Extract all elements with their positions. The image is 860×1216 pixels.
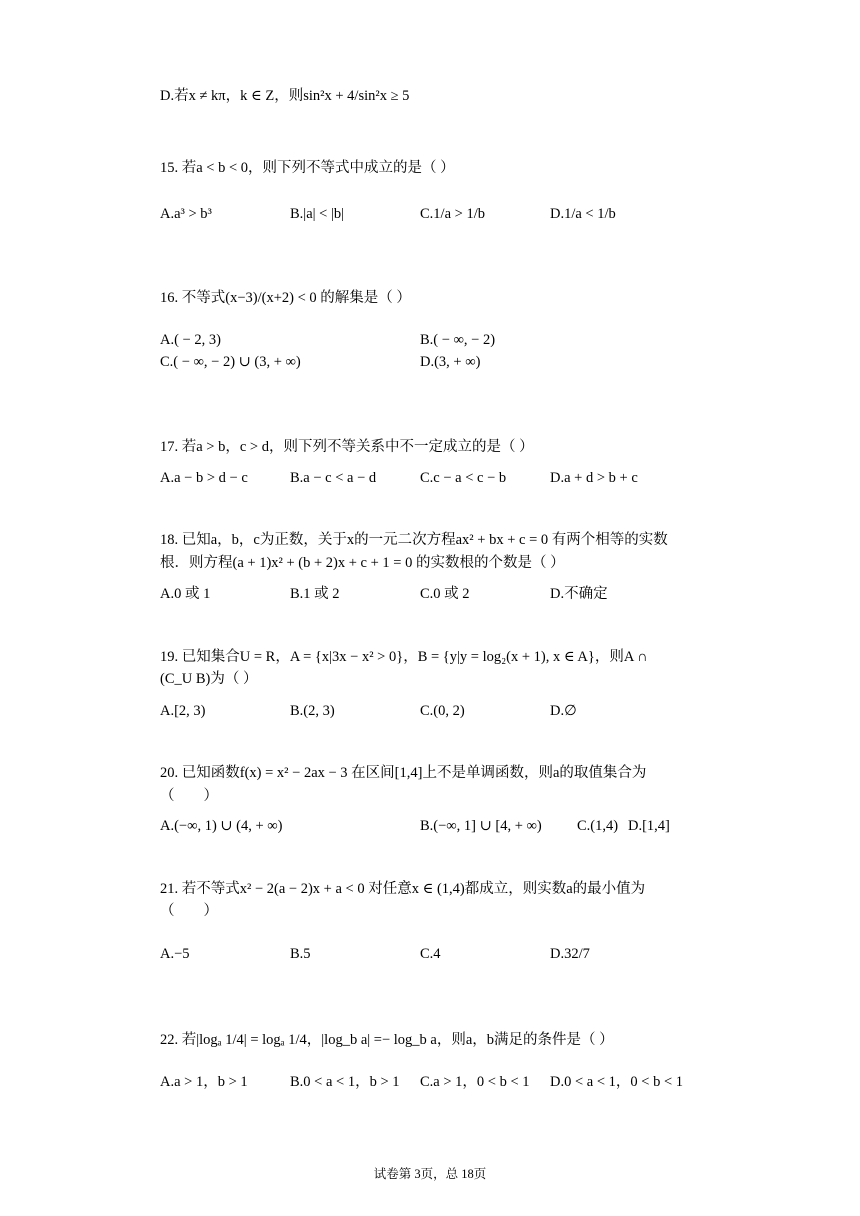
- q18-stem-line2: 根．则方程(a + 1)x² + (b + 2)x + c + 1 = 0 的实数根的个数是（ ）: [160, 555, 565, 571]
- q16-option-c[interactable]: C.( − ∞, − 2) ∪ (3, + ∞): [160, 354, 301, 370]
- q17-option-c[interactable]: C.c − a < c − b: [420, 470, 507, 486]
- q15-option-a[interactable]: A.a³ > b³: [160, 206, 212, 222]
- q17-option-b[interactable]: B.a − c < a − d: [290, 470, 377, 486]
- q16-option-d[interactable]: D.(3, + ∞): [420, 354, 481, 370]
- q19-option-a[interactable]: A.[2, 3): [160, 703, 206, 719]
- q16-stem: 16. 不等式(x−3)/(x+2) < 0 的解集是（ ）: [160, 290, 411, 306]
- q19-option-c[interactable]: C.(0, 2): [420, 703, 465, 719]
- q19-option-b[interactable]: B.(2, 3): [290, 703, 335, 719]
- q20-option-c[interactable]: C.(1,4): [577, 818, 619, 834]
- q15-option-d[interactable]: D.1/a < 1/b: [550, 206, 616, 222]
- q18-option-c[interactable]: C.0 或 2: [420, 586, 470, 602]
- q22-stem: 22. 若|logₐ 1/4| = logₐ 1/4，|log_b a| =− log_b a，则a，b满足的条件是（ ）: [160, 1032, 614, 1048]
- q19-stem-line2: (C_U B)为（ ）: [160, 671, 258, 687]
- q18-option-a[interactable]: A.0 或 1: [160, 586, 211, 602]
- q21-stem-line2: （ ）: [160, 903, 218, 919]
- q21-option-b[interactable]: B.5: [290, 946, 311, 962]
- q20-option-b[interactable]: B.(−∞, 1] ∪ [4, + ∞): [420, 818, 542, 834]
- q21-stem-line1: 21. 若不等式x² − 2(a − 2)x + a < 0 对任意x ∈ (1,4)都成立，则实数a的最小值为: [160, 881, 646, 897]
- q15-option-b[interactable]: B.|a| < |b|: [290, 206, 345, 222]
- q22-option-a[interactable]: A.a > 1，b > 1: [160, 1074, 248, 1090]
- q21-option-d[interactable]: D.32/7: [550, 946, 590, 962]
- q18-option-d[interactable]: D.不确定: [550, 586, 608, 602]
- q21-option-c[interactable]: C.4: [420, 946, 441, 962]
- q17-stem: 17. 若a > b，c > d，则下列不等关系中不一定成立的是（ ）: [160, 439, 534, 455]
- q14-option-d: D.若x ≠ kπ，k ∈ Z，则sin²x + 4/sin²x ≥ 5: [160, 88, 410, 104]
- q19-stem-line1: 19. 已知集合U = R，A = {x|3x − x² > 0}，B = {y|y = log₂(x + 1), x ∈ A}，则A ∩: [160, 649, 648, 665]
- q20-stem-line1: 20. 已知函数f(x) = x² − 2ax − 3 在区间[1,4]上不是单调函数，则a的取值集合为: [160, 765, 647, 781]
- q22-option-d[interactable]: D.0 < a < 1，0 < b < 1: [550, 1074, 683, 1090]
- q17-option-a[interactable]: A.a − b > d − c: [160, 470, 248, 486]
- q18-option-b[interactable]: B.1 或 2: [290, 586, 340, 602]
- q17-option-d[interactable]: D.a + d > b + c: [550, 470, 638, 486]
- page-footer: 试卷第 3页，总 18页: [373, 1167, 487, 1181]
- q18-stem-line1: 18. 已知a，b，c为正数，关于x的一元二次方程ax² + bx + c = 0 有两个相等的实数: [160, 532, 668, 548]
- q20-stem-line2: （ ）: [160, 788, 218, 804]
- q22-option-b[interactable]: B.0 < a < 1，b > 1: [290, 1074, 400, 1090]
- q20-option-d[interactable]: D.[1,4]: [628, 818, 670, 834]
- q22-option-c[interactable]: C.a > 1，0 < b < 1: [420, 1074, 530, 1090]
- q16-option-a[interactable]: A.( − 2, 3): [160, 332, 221, 348]
- q20-option-a[interactable]: A.(−∞, 1) ∪ (4, + ∞): [160, 818, 283, 834]
- q15-stem: 15. 若a < b < 0，则下列不等式中成立的是（ ）: [160, 160, 455, 176]
- q15-option-c[interactable]: C.1/a > 1/b: [420, 206, 485, 222]
- q16-option-b[interactable]: B.( − ∞, − 2): [420, 332, 496, 348]
- q21-option-a[interactable]: A.−5: [160, 946, 190, 962]
- q19-option-d[interactable]: D.∅: [550, 703, 577, 719]
